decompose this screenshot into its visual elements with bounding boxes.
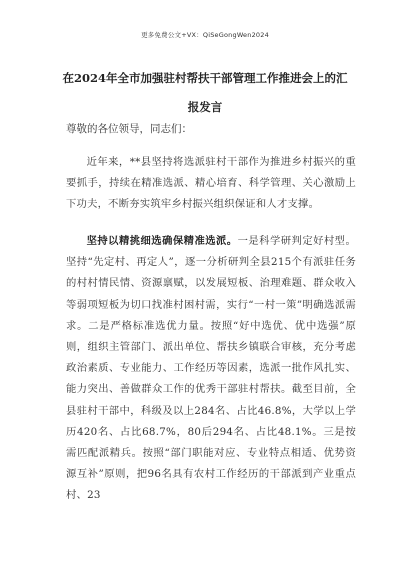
header-note: 更多免费公文+VX：QiSeGongWen2024: [141, 31, 269, 39]
section-1-paragraph: [66, 231, 356, 549]
salutation: 尊敬的各位领导，同志们：: [66, 123, 192, 135]
intro-paragraph: 近年来，**县坚持将选派驻村干部作为推进乡村振兴的重要抓手，持续在精准选派、精心培育、科学管理、关心激励上下功夫，不断夯实筑牢乡村振兴组织保证和人才支撑。: [66, 156, 356, 211]
section-1-body: 一是科学研判定好村型。坚持“先定村、再定人”，逐一分析研判全县215个有派驻任务的村村情民情、资源禀赋，以发展短板、治理难题、群众收入等弱项短板为切口找准村困村需，实行“一村一策”明确选派需求。二是严格标准选优力量。按照“好中选优、优中选强”原则，组织主管部门、派出单位、帮扶乡镇联合审核，充分考虑政治素质、专业能力、工作经历等因素，选派一批作风扎实、能力突出、善做群众工作的优秀干部驻村帮扶。截至目前，全县驻村干部中，科级及以上284名、占比46.8%，大学以上学历420名、占比68.7%，80后294名、占比48.1%。三是按需匹配派精兵。按照“部门职能对应、专业特点相适、优势资源互补”原则，把96名具有农村工作经历的干部派到产业重点村、23: [66, 235, 356, 502]
section-1-lead: 坚持以精挑细选确保精准选派。: [86, 235, 238, 247]
document-title: 在2024年全市加强驻村帮扶干部管理工作推进会上的汇报发言: [62, 71, 348, 114]
